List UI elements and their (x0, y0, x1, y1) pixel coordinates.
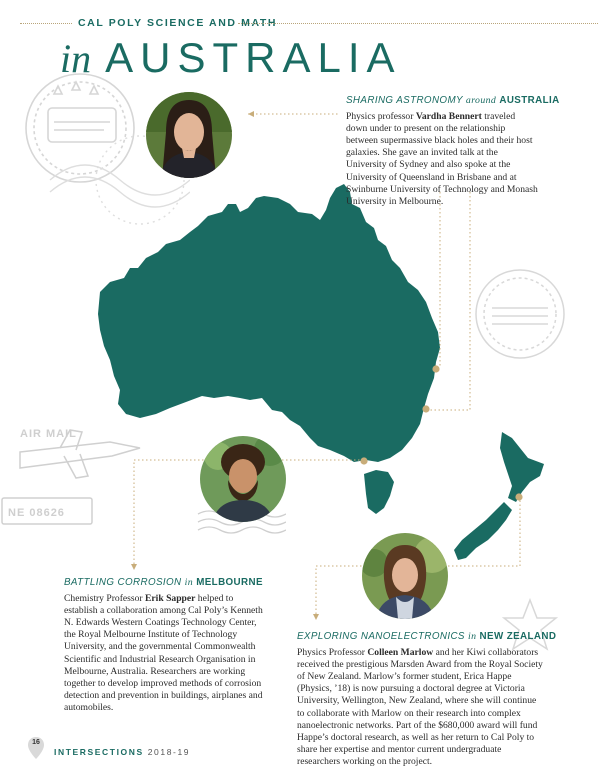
body-text: Physics Professor (297, 647, 368, 659)
footer-brand: INTERSECTIONS (54, 747, 144, 757)
person-name: Erik Sapper (145, 593, 196, 605)
body-text: and her Kiwi collaborators received the prestigious Marsden Award from the Royal Society of New Zealand. Marlow’s former student, Erica Happe (Physics, ’18) is now pursuing a doctoral degree at Victoria University, Wellington, New Zealand, where she will continue to collaborate with Marlow on their research into complex nanoelectronic networks. Part of the $680,000 award will fund Happe’s doctoral research, as well as her return to Cal Poly to share her expertise and mentor current undergraduate researchers working on the project. (297, 647, 543, 767)
heading-text: SHARING ASTRONOMY (346, 95, 463, 106)
title-country: AUSTRALIA (105, 34, 402, 81)
footer (54, 747, 190, 757)
marker-new-zealand (515, 493, 522, 500)
title-in: in (60, 36, 92, 81)
australia-landmass (98, 184, 440, 462)
section-kicker: CAL POLY SCIENCE AND MATH (78, 17, 278, 29)
marker-sydney (422, 405, 429, 412)
arrow-corrosion (131, 564, 137, 570)
body-text: Physics professor (346, 111, 416, 123)
tasmania (364, 470, 394, 514)
connector-melbourne-right (428, 192, 470, 410)
body-text: helped to establish a collaboration among Cal Poly’s Kenneth N. Edwards Western Coatings Technology Center, the Royal Melbourne Institute of Technology University, and the governmental Commonwealth Scientific and Industrial Research Organisation in Melbourne, Australia. Researchers are working together to develop improved methods of corrosion detection and prevention in buildings, airplanes and automobiles. (64, 593, 263, 713)
new-zealand-south-island (454, 502, 512, 560)
arrow-nano (313, 614, 319, 620)
person-name: Vardha Bennert (415, 111, 482, 123)
heading-place: MELBOURNE (196, 577, 263, 588)
story-heading (297, 631, 557, 643)
photo-erik-sapper (200, 436, 286, 522)
heading-text: EXPLORING NANOELECTRONICS (297, 631, 465, 642)
heading-place: NEW ZEALAND (479, 631, 557, 642)
story-heading (346, 95, 560, 107)
marker-brisbane (432, 365, 439, 372)
arrow-astronomy (248, 111, 254, 117)
heading-conjunction: in (184, 577, 194, 588)
photo-vardha-bennert (146, 92, 232, 178)
airmail-text: AIR MAIL (20, 428, 77, 440)
stamp-number-text: NE 08626 (8, 507, 65, 519)
story-battling-corrosion (64, 577, 269, 714)
person-name: Colleen Marlow (367, 647, 434, 659)
heading-text: BATTLING CORROSION (64, 577, 182, 588)
story-body (64, 593, 269, 714)
heading-conjunction: in (468, 631, 477, 642)
new-zealand-north-island (500, 432, 544, 502)
story-body (346, 111, 538, 208)
story-body (297, 647, 543, 768)
marker-melbourne (360, 457, 367, 464)
story-heading (64, 577, 269, 589)
story-sharing-astronomy (346, 95, 560, 208)
heading-place: AUSTRALIA (499, 95, 560, 106)
body-text: Chemistry Professor (64, 593, 146, 605)
photo-colleen-marlow (362, 533, 448, 619)
story-exploring-nanoelectronics (297, 631, 557, 768)
heading-conjunction: around (465, 95, 497, 106)
body-text: traveled down under to present on the relationship between supermassive black holes and their host galaxies. She gave an invited talk at the University of Sydney and also spoke at the University of Queensland in Brisbane and at Swinburne University of Technology and Monash University in Melbourne. (346, 111, 538, 207)
page-number: 16 (32, 739, 40, 746)
footer-year: 2018-19 (147, 747, 191, 757)
